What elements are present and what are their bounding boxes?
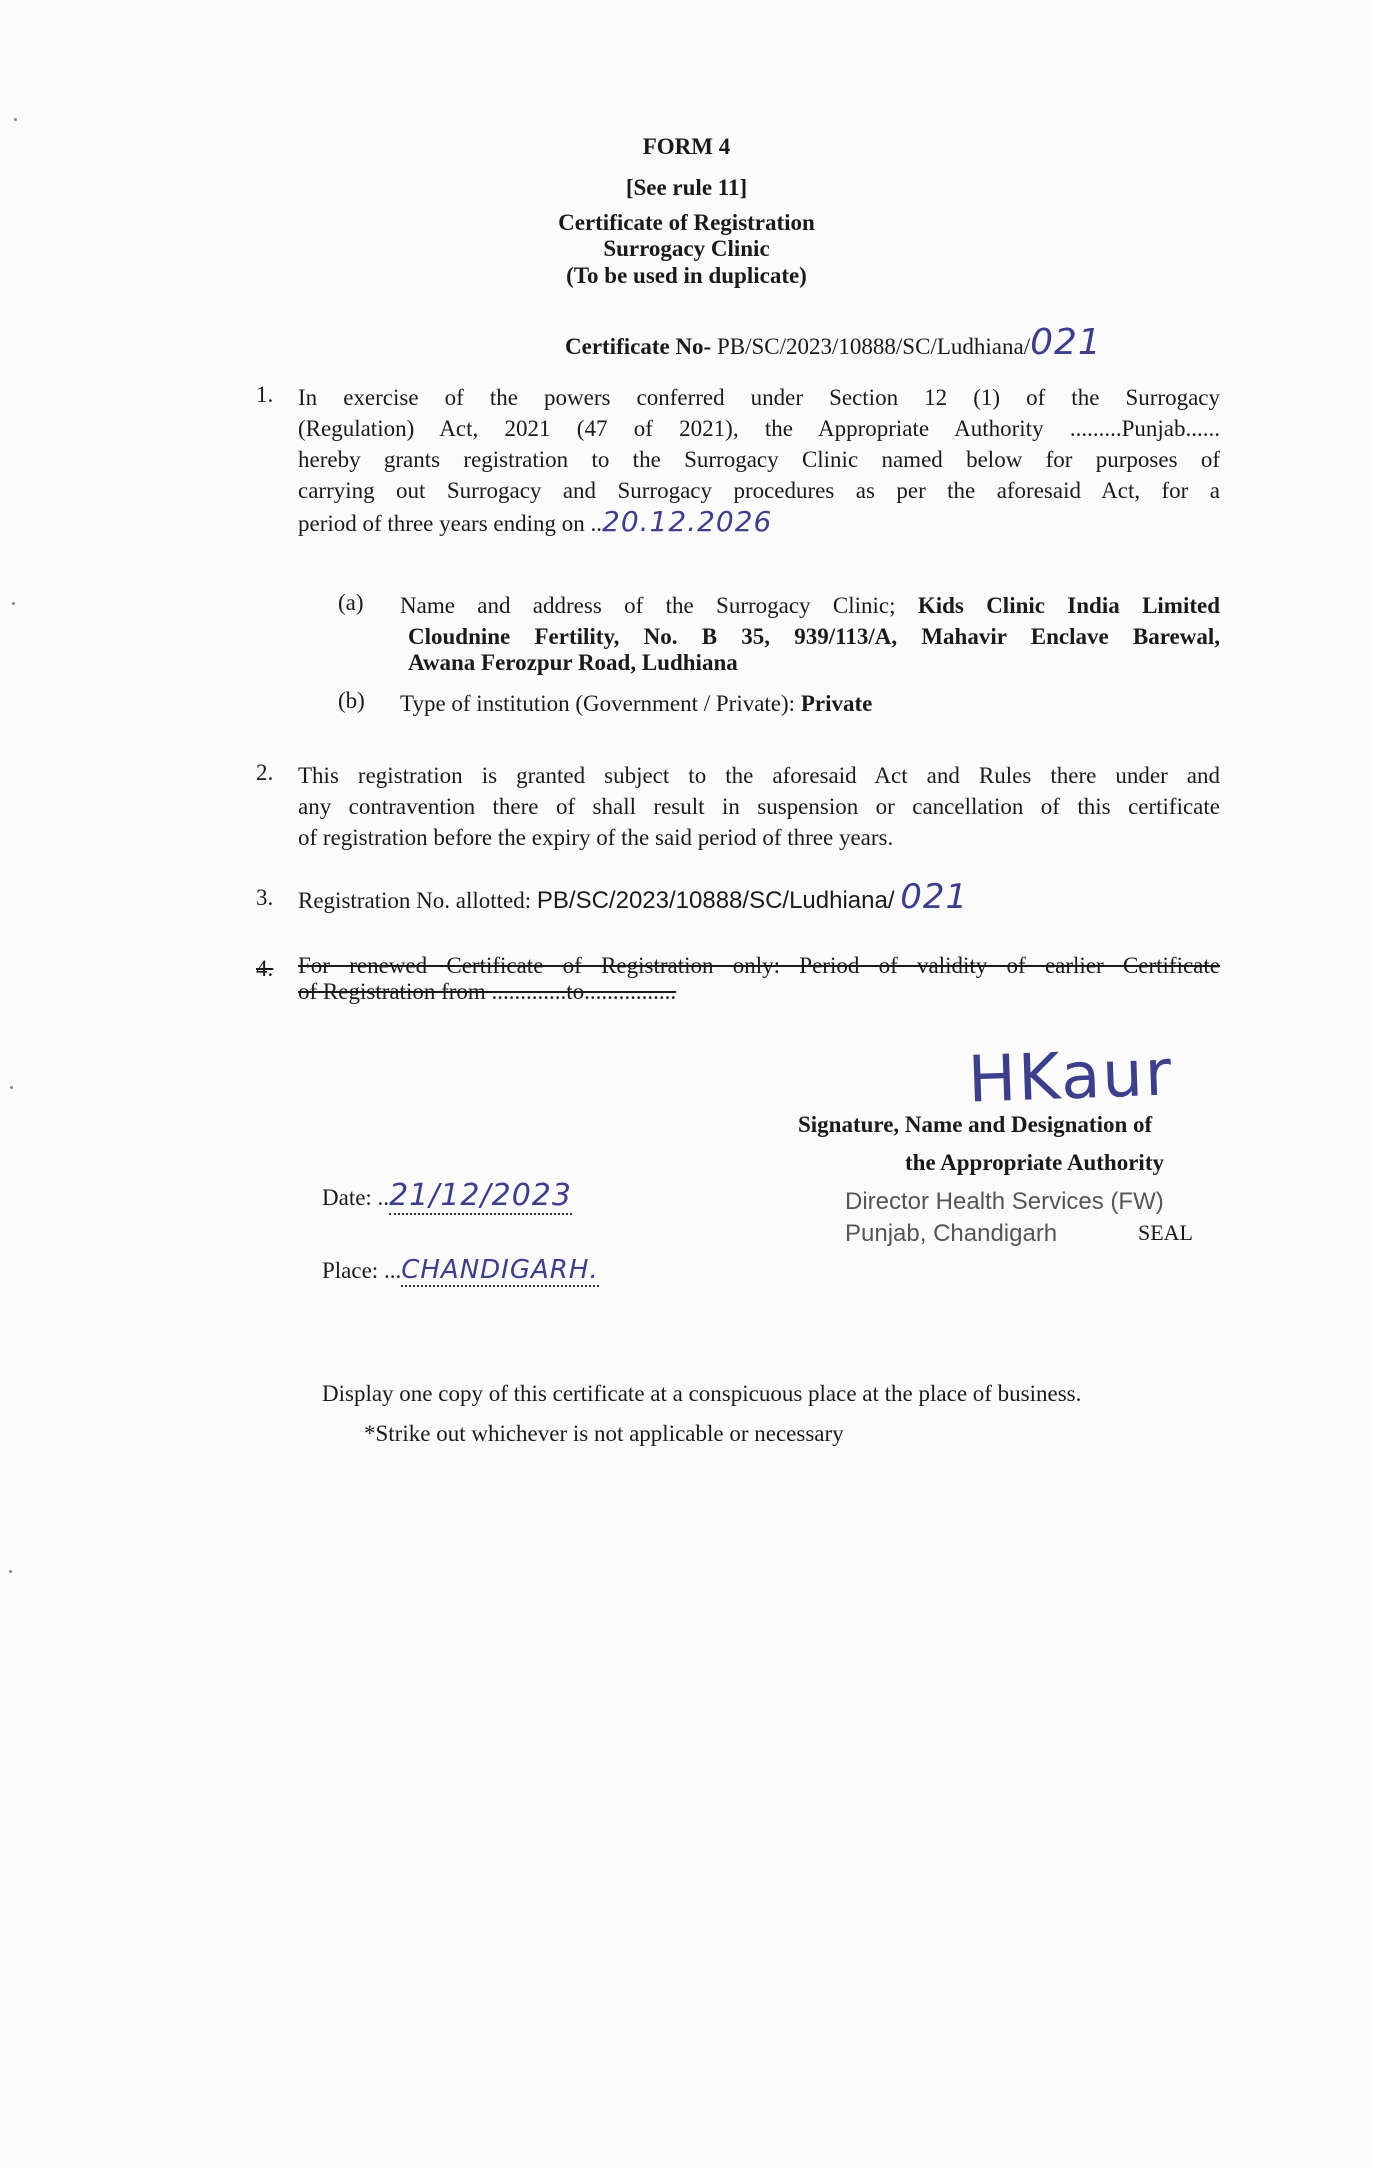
signature-line1: Signature, Name and Designation of <box>798 1112 1153 1137</box>
item-a-line1 <box>400 590 1220 621</box>
signature-scribble: HKaur <box>966 1036 1175 1118</box>
para4-number: 4. <box>256 956 274 981</box>
para2-last-line: of registration before the expiry of the said period of three years. <box>298 825 894 850</box>
para1-line: carrying out Surrogacy and Surrogacy procedures as per the aforesaid Act, for a <box>298 478 1220 503</box>
institution-type: Private <box>800 691 873 716</box>
para2 <box>298 760 1220 853</box>
para4 <box>298 953 1220 1005</box>
para3-number: 3. <box>256 885 274 910</box>
signature-line2: the Appropriate Authority <box>905 1150 1164 1175</box>
para1 <box>298 382 1220 539</box>
clinic-name: Kids Clinic India Limited <box>917 593 1221 618</box>
form-rule: [See rule 11] <box>625 175 748 200</box>
heading-duplicate: (To be used in duplicate) <box>566 263 807 288</box>
footer-strike-note: *Strike out whichever is not applicable or necessary <box>364 1421 844 1446</box>
stamp-designation: Director Health Services (FW) <box>845 1188 1164 1215</box>
para4-line1: For renewed Certificate of Registration only: Period of validity of earlier Certificate <box>298 953 1220 978</box>
item-a-text: Name and address of the Surrogacy Clinic; <box>400 593 896 618</box>
heading-certificate: Certificate of Registration <box>558 210 815 235</box>
footer-display-note: Display one copy of this certificate at a conspicuous place at the place of business. <box>322 1381 1082 1406</box>
para3 <box>298 877 969 917</box>
stamp-location: Punjab, Chandigarh <box>845 1220 1058 1247</box>
scan-speck <box>9 1570 12 1573</box>
item-a <box>400 590 1220 674</box>
scan-speck <box>10 1086 13 1089</box>
para4-line2: of Registration from .............to................ <box>298 979 677 1004</box>
cert-hand-number: 021 <box>1030 322 1102 363</box>
para2-line: This registration is granted subject to the aforesaid Act and Rules there under and <box>298 763 1220 788</box>
heading-clinic: Surrogacy Clinic <box>603 236 770 261</box>
item-b-text: Type of institution (Government / Private): <box>400 691 796 716</box>
registration-number: PB/SC/2023/10888/SC/Ludhiana/ <box>536 887 895 914</box>
clinic-address-2: Awana Ferozpur Road, Ludhiana <box>408 650 738 675</box>
end-date-hand: 20.12.2026 <box>602 505 773 538</box>
item-a-label: (a) <box>338 590 364 615</box>
para1-last-text: period of three years ending on .. <box>298 511 603 536</box>
item-b-label: (b) <box>338 688 365 713</box>
date-hand: 21/12/2023 <box>389 1178 572 1213</box>
para2-number: 2. <box>256 760 274 785</box>
certificate-number <box>565 322 1102 363</box>
scan-speck <box>14 118 17 121</box>
place-hand: CHANDIGARH. <box>401 1255 599 1285</box>
seal-label: SEAL <box>1138 1220 1193 1245</box>
para2-line: any contravention there of shall result in suspension or cancellation of this certificate <box>298 794 1220 819</box>
place-label: Place: ... <box>322 1258 402 1283</box>
date-line <box>322 1180 572 1213</box>
scan-speck <box>12 602 15 605</box>
para1-number: 1. <box>256 382 274 407</box>
registration-hand-number: 021 <box>900 877 969 917</box>
cert-label: Certificate No- <box>565 334 712 359</box>
para3-text: Registration No. allotted: <box>298 888 532 913</box>
place-line <box>322 1255 599 1286</box>
date-label: Date: .. <box>322 1185 390 1210</box>
item-b <box>400 688 872 719</box>
para1-line: In exercise of the powers conferred under Section 12 (1) of the Surrogacy <box>298 385 1220 410</box>
para1-last-line <box>298 506 1220 539</box>
form-title: FORM 4 <box>642 134 731 159</box>
clinic-address-1: Cloudnine Fertility, No. B 35, 939/113/A, Mahavir Enclave Barewal, <box>408 624 1220 649</box>
para1-line: hereby grants registration to the Surrogacy Clinic named below for purposes of <box>298 447 1220 472</box>
para1-line: (Regulation) Act, 2021 (47 of 2021), the Appropriate Authority .........Punjab...... <box>298 416 1220 441</box>
cert-value: PB/SC/2023/10888/SC/Ludhiana/ <box>716 334 1031 359</box>
